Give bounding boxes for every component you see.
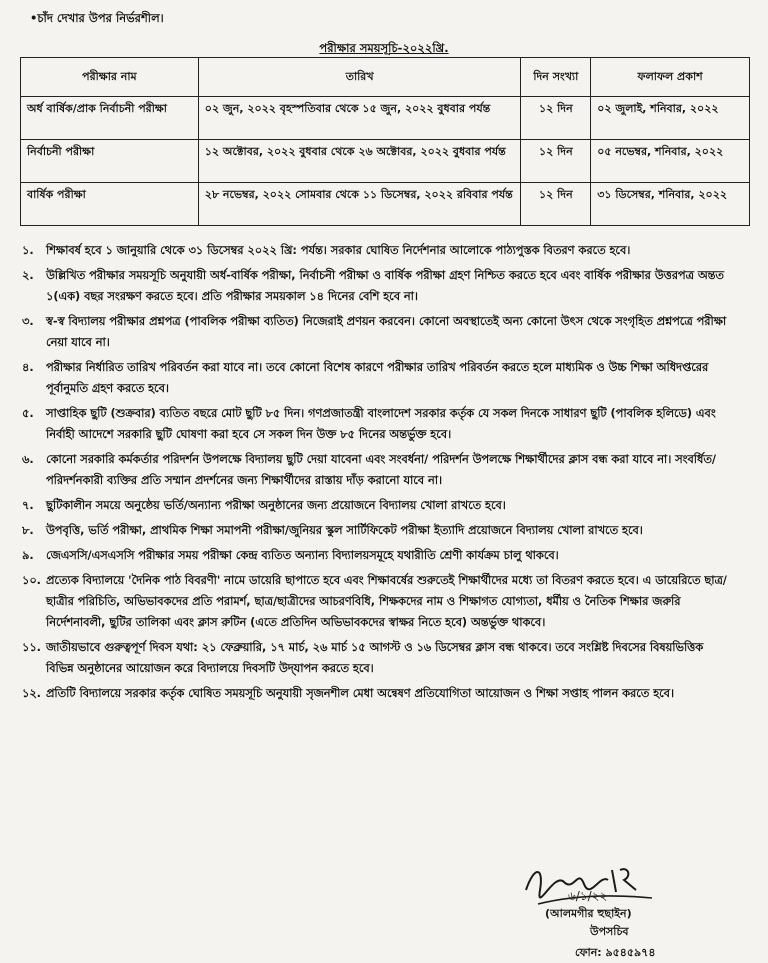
rule-text: কোনো সরকারি কর্মকর্তার পরিদর্শন উপলক্ষে বিদ্যালয় ছুটি দেয়া যাবেনা এবং সংবর্ধনা/ পরিদর্শন উপলক্ষে শিক্ষার্থীদের ক্লাস বন্ধ করা যাবে না। সংবর্ধিত/পরিদর্শনকারী ব্যক্তির প্রতি সম্মান প্রদর্শনের জন্য শিক্ষার্থীদের রাস্তায় দাঁড় করানো যাবে না। — [46, 453, 716, 487]
rule-text: সাপ্তাহিক ছুটি (শুক্রবার) ব্যতিত বছরে মোট ছুটি ৮৫ দিন। গণপ্রজাতন্ত্রী বাংলাদেশ সরকার কর্তৃক যে সকল দিনকে সাধারণ ছুটি (পাবলিক হলিডে) এবং নির্বাহী আদেশে সরকারি ছুটি ঘোষণা করা হবে সে সকল দিন উক্ত ৮৫ দিনের অন্তর্ভুক্ত হবে। — [46, 407, 716, 441]
rule-item — [22, 403, 730, 445]
signature-date: ৬/১/২২ — [568, 889, 608, 903]
cell-result-publish: ৩১ ডিসেম্বর, শনিবার, ২০২২ — [591, 183, 750, 226]
cell-result-publish: ০২ জুলাই, শনিবার, ২০২২ — [591, 97, 750, 140]
rule-item — [22, 545, 730, 566]
rule-number: ১১. — [22, 641, 41, 654]
rule-text: উল্লিখিত পরীক্ষার সময়সূচি অনুযায়ী অর্ধ-বার্ষিক পরীক্ষা, নির্বাচনী পরীক্ষা ও বার্ষিক পরীক্ষা গ্রহণ নিশ্চিত করতে হবে এবং বার্ষিক পরীক্ষার উত্তরপত্র অন্তত ১(এক) বছর সংরক্ষণ করতে হবে। প্রতি পরীক্ষার সময়কাল ১৪ দিনের বেশি হবে না। — [46, 269, 724, 303]
rule-number: ৯. — [22, 549, 34, 562]
cell-date: ১২ অক্টোবর, ২০২২ বুধবার থেকে ২৬ অক্টোবর, ২০২২ বুধবার পর্যন্ত — [198, 140, 521, 183]
rules-list — [22, 240, 730, 708]
rule-text: শিক্ষাবর্ষ হবে ১ জানুয়ারি থেকে ৩১ ডিসেম্বর ২০২২ খ্রি: পর্যন্ত। সরকার ঘোষিত নির্দেশনার আলোকে পাঠ্যপুস্তক বিতরণ করতে হবে। — [46, 244, 631, 257]
rule-item — [22, 265, 730, 307]
rule-number: ৩. — [22, 315, 34, 328]
rule-number: ১২. — [22, 687, 41, 700]
header-date: তারিখ — [198, 58, 521, 97]
header-day-count: দিন সংখ্যা — [521, 58, 591, 97]
rule-text: স্ব-স্ব বিদ্যালয় পরীক্ষার প্রশ্নপত্র (পাবলিক পরীক্ষা ব্যতিত) নিজেরাই প্রণয়ন করবেন। কোনো অবস্থাতেই অন্য কোনো উৎস থেকে সংগৃহিত প্রশ্নপত্রে পরীক্ষা নেয়া যাবে না। — [46, 315, 727, 349]
rule-item — [22, 449, 730, 491]
rule-number: ৪. — [22, 361, 34, 374]
header-result-publish: ফলাফল প্রকাশ — [591, 58, 750, 97]
cell-date: ০২ জুন, ২০২২ বৃহস্পতিবার থেকে ১৫ জুন, ২০২২ বুধবার পর্যন্ত — [198, 97, 521, 140]
rule-item — [22, 357, 730, 399]
header-exam-name: পরীক্ষার নাম — [21, 58, 199, 97]
signatory-name: (আলমগীর হুছাইন) — [545, 907, 632, 920]
rule-text: জাতীয়ভাবে গুরুত্বপূর্ণ দিবস যথা: ২১ ফেব্রুয়ারি, ১৭ মার্চ, ২৬ মার্চ ১৫ আগস্ট ও ১৬ ডিসেম্বর ক্লাস বন্ধ থাকবে। তবে সংশ্লিষ্ট দিবসের বিষয়ভিত্তিক বিভিন্ন অনুষ্ঠানের আয়োজন করে বিদ্যালয়ে দিবসটি উদ্‌যাপন করতে হবে। — [46, 641, 704, 675]
cell-day-count: ১২ দিন — [521, 183, 591, 226]
rule-number: ৭. — [22, 499, 34, 512]
rule-item — [22, 520, 730, 541]
cell-day-count: ১২ দিন — [521, 140, 591, 183]
cell-exam-name: নির্বাচনী পরীক্ষা — [21, 140, 199, 183]
table-row — [21, 183, 750, 226]
rule-number: ৫. — [22, 407, 34, 420]
rule-item — [22, 637, 730, 679]
handwritten-signature — [520, 860, 660, 908]
table-header-row — [21, 58, 750, 97]
rule-text: উপবৃত্তি, ভর্তি পরীক্ষা, প্রাথমিক শিক্ষা সমাপনী পরীক্ষা/জুনিয়র স্কুল সার্টিফিকেট পরীক্ষা ইত্যাদি প্রয়োজনে বিদ্যালয় খোলা রাখতে হবে। — [46, 524, 643, 537]
rule-item — [22, 240, 730, 261]
rule-text: প্রতিটি বিদ্যালয়ে সরকার কর্তৃক ঘোষিত সময়সূচি অনুযায়ী সৃজনশীল মেধা অন্বেষণ প্রতিযোগিতা আয়োজন ও শিক্ষা সপ্তাহ পালন করতে হবে। — [46, 687, 675, 700]
moon-sighting-note: •চাঁদ দেখার উপর নির্ভরশীল। — [30, 11, 164, 25]
rule-text: জেএসসি/এসএসসি পরীক্ষার সময় পরীক্ষা কেন্দ্র ব্যতিত অন্যান্য বিদ্যালয়সমূহে যথারীতি শ্রেণী কার্যক্রম চালু থাকবে। — [46, 549, 559, 562]
rule-number: ২. — [22, 269, 34, 282]
cell-result-publish: ০৫ নভেম্বর, শনিবার, ২০২২ — [591, 140, 750, 183]
rule-number: ১০. — [22, 574, 41, 587]
rule-item — [22, 570, 730, 633]
rule-number: ৮. — [22, 524, 34, 537]
rule-text: পরীক্ষার নির্ধারিত তারিখ পরিবর্তন করা যাবে না। তবে কোনো বিশেষ কারণে পরীক্ষার তারিখ পরিবর্তন করতে হলে মাধ্যমিক ও উচ্চ শিক্ষা অধিদপ্তরের পূর্বানুমতি গ্রহণ করতে হবে। — [46, 361, 709, 395]
schedule-title: পরীক্ষার সময়সূচি-২০২২খ্রি. — [319, 41, 449, 55]
exam-schedule-table — [20, 57, 750, 226]
cell-exam-name: অর্ধ বার্ষিক/প্রাক নির্বাচনী পরীক্ষা — [21, 97, 199, 140]
signatory-title: উপসচিব — [590, 925, 629, 938]
table-row — [21, 97, 750, 140]
cell-date: ২৮ নভেম্বর, ২০২২ সোমবার থেকে ১১ ডিসেম্বর, ২০২২ রবিবার পর্যন্ত — [198, 183, 521, 226]
table-row — [21, 140, 750, 183]
rule-text: প্রত্যেক বিদ্যালয়ে 'দৈনিক পাঠ বিবরণী' নামে ডায়েরি ছাপাতে হবে এবং শিক্ষাবর্ষের শুরুতেই শিক্ষার্থীদের মধ্যে তা বিতরণ করতে হবে। এ ডায়েরিতে ছাত্র/ছাত্রীর পরিচিতি, অভিভাবকদের প্রতি পরামর্শ, ছাত্র/ছাত্রীদের আচরণবিধি, শিক্ষকদের নাম ও শিক্ষাগত যোগ্যতা, ধর্মীয় ও নৈতিক শিক্ষার জরুরি নির্দেশনাবলী, ছুটির তালিকা এবং ক্লাস রুটিন (এতে প্রতিদিন অভিভাবকদের স্বাক্ষর নিতে হবে) অন্তর্ভুক্ত থাকবে। — [46, 574, 727, 629]
rule-number: ৬. — [22, 453, 34, 466]
rule-number: ১. — [22, 244, 34, 257]
rule-item — [22, 683, 730, 704]
phone-number: ফোন: ৯৫৪৫৯৭৪ — [575, 946, 656, 959]
rule-item — [22, 311, 730, 353]
cell-day-count: ১২ দিন — [521, 97, 591, 140]
cell-exam-name: বার্ষিক পরীক্ষা — [21, 183, 199, 226]
rule-text: ছুটিকালীন সময়ে অনুষ্ঠেয় ভর্তি/অন্যান্য পরীক্ষা অনুষ্ঠানের জন্য প্রয়োজনে বিদ্যালয় খোলা রাখতে হবে। — [46, 499, 506, 512]
rule-item — [22, 495, 730, 516]
